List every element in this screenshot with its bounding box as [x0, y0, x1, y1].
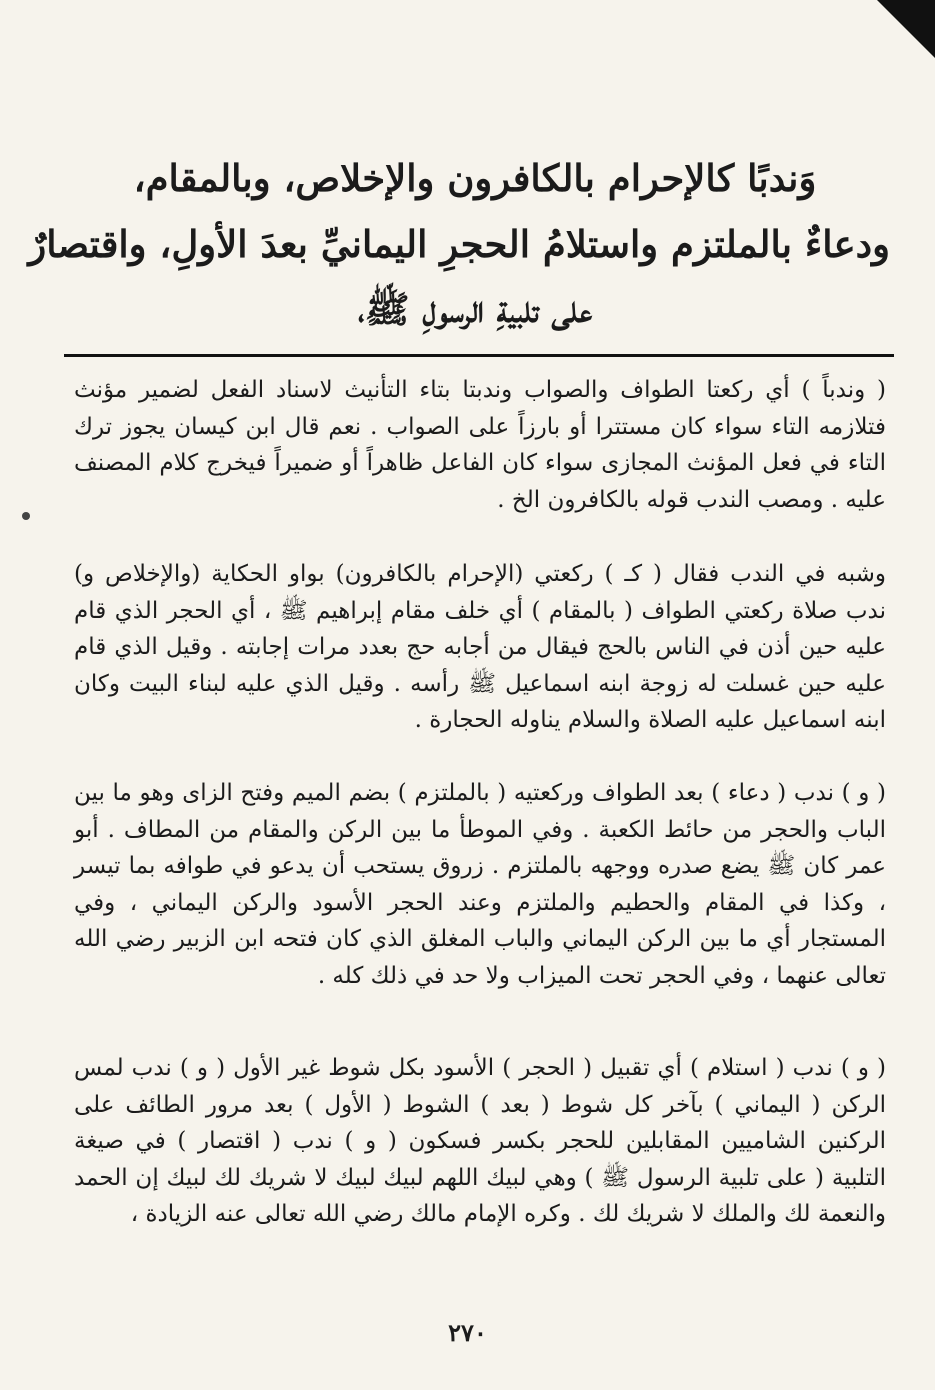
- page-number: ٢٧٠: [448, 1318, 487, 1347]
- verse-line-2: ودعاءٌ بالملتزم واستلامُ الحجرِ اليمانيِّ بعدَ الأولِ، واقتصارٌ: [28, 222, 890, 266]
- commentary-paragraph-4: ( و ) ندب ( استلام ) أي تقبيل ( الحجر ) الأسود بكل شوط غير الأول ( و ) ندب لمس الركن ( اليماني ) بآخر كل شوط ( بعد ) الشوط ( الأول ) بعد مرور الطائف على الركنين الشاميين المقابلين للحجر بكسر فسكون ( و ) ندب ( اقتصار ) في صيغة التلبية ( على تلبية الرسول ﷺ ) وهي لبيك اللهم لبيك لبيك لا شريك لك لبيك إن الحمد والنعمة لك والملك لا شريك لك . وكره الإمام مالك رضي الله تعالى عنه الزيادة ،: [74, 1055, 886, 1228]
- commentary-paragraph-1: ( وندباً ) أي ركعتا الطواف والصواب وندبتا بتاء التأنيث لاسناد الفعل لضمير مؤنث فتلازمه التاء سواء كان مستترا أو بارزاً على الصواب . نعم قال ابن كيسان يجوز ترك التاء في فعل المؤنث المجازى سواء كان الفاعل ظاهراً أو ضميراً فيخرج كلام المصنف عليه . ومصب الندب قوله بالكافرون الخ .: [74, 377, 886, 513]
- commentary-paragraph-2: وشبه في الندب فقال ( كـ ) ركعتي (الإحرام بالكافرون) بواو الحكاية (والإخلاص و) ندب صلاة ركعتي الطواف ( بالمقام ) أي خلف مقام إبراهيم ﷺ ، أي الحجر الذي قام عليه حين أذن في الناس بالحج فيقال من أجابه حج بعدد مرات إجابته . وقيل الذي قام عليه حين غسلت له زوجة ابنه اسماعيل ﷺ رأسه . وقيل الذي عليه لبناء البيت وكان ابنه اسماعيل عليه الصلاة والسلام يناوله الحجارة .: [74, 561, 886, 734]
- verse-line-1: وَندبًا كالإحرام بالكافرون والإخلاص، وبالمقام،: [133, 156, 817, 200]
- section-divider: [64, 354, 894, 357]
- corner-mark: [877, 0, 935, 58]
- margin-dot: [22, 512, 30, 520]
- commentary-paragraph-3: ( و ) ندب ( دعاء ) بعد الطواف وركعتيه ( بالملتزم ) بضم الميم وفتح الزاى وهو ما بين الباب والحجر من حائط الكعبة . وفي الموطأ ما بين الركن والمقام من المطاف . أبو عمر كان ﷺ يضع صدره ووجهه بالملتزم . زروق يستحب أن يدعو في طوافه بما تيسر ، وكذا في المقام والحطيم والملتزم وعند الحجر الأسود والركن اليماني ، وفي المستجار أي ما بين الركن اليماني والباب المغلق الذي كان فتحه ابن الزبير رضي الله تعالى عنهما ، وفي الحجر تحت الميزاب ولا حد في ذلك كله .: [74, 780, 886, 989]
- verse-line-3: على تلبيةِ الرسولِ ﷺ،: [357, 287, 593, 331]
